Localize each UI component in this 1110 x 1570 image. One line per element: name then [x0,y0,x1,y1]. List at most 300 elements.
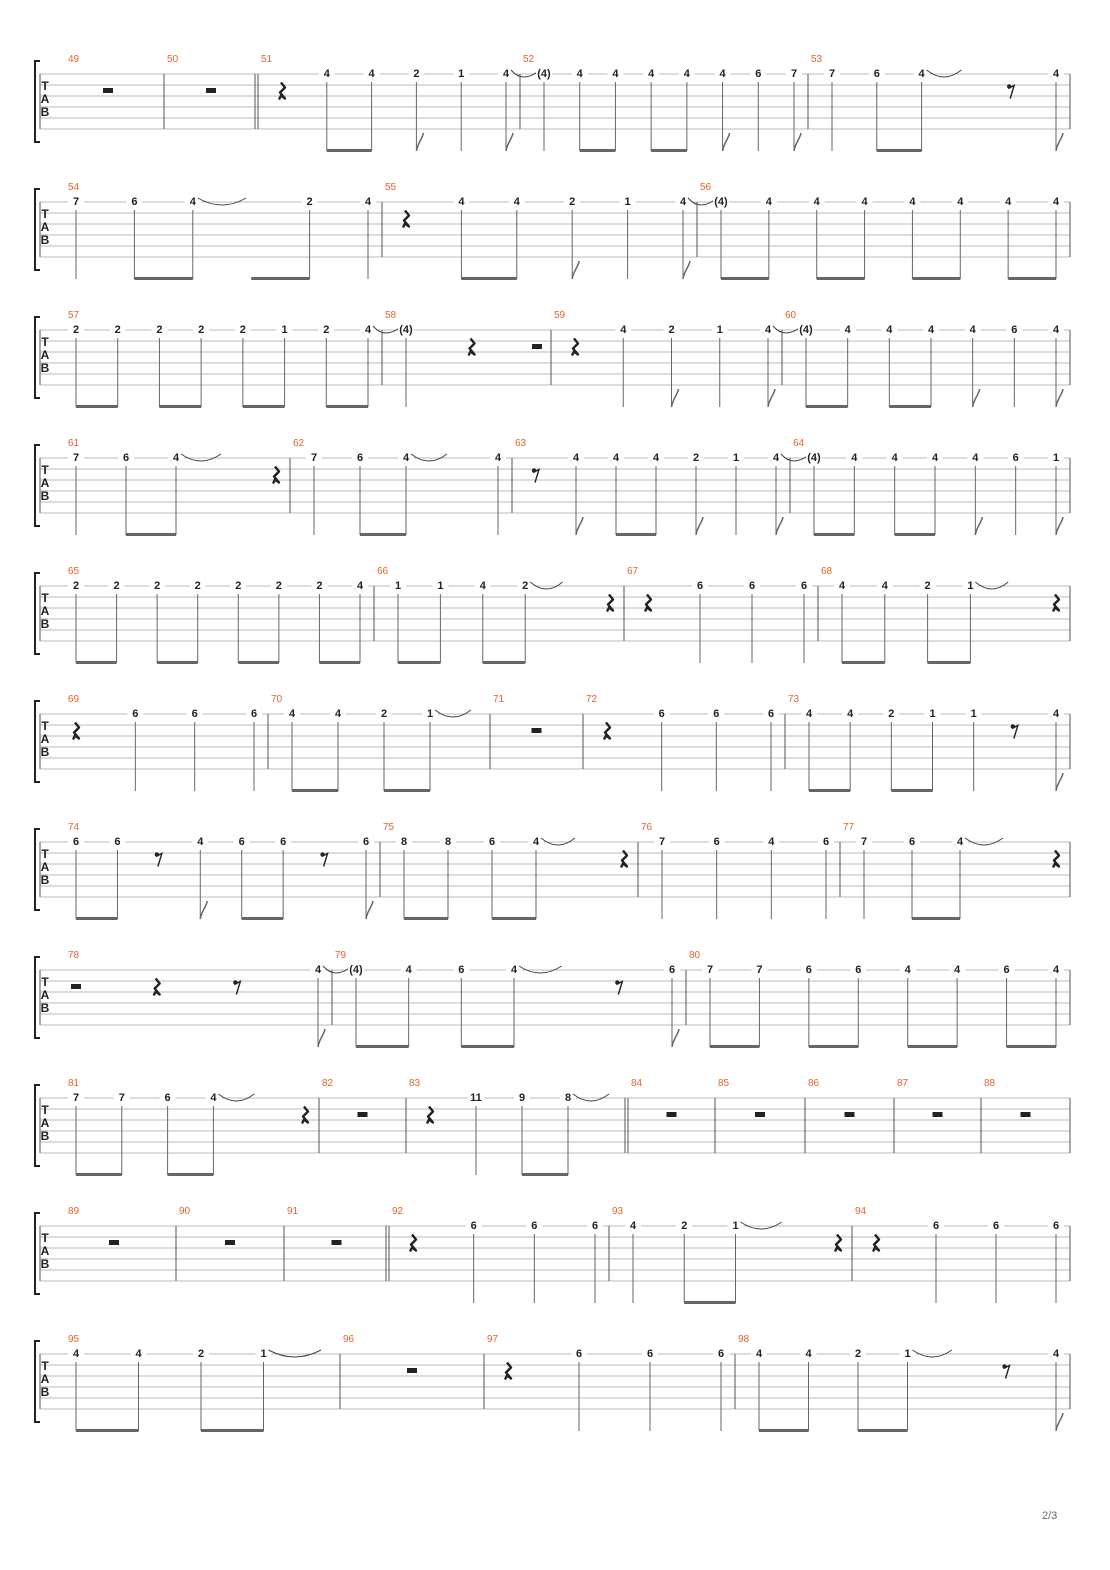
fret-number: 6 [1052,1220,1060,1232]
fret-number: 6 [72,836,80,848]
fret-number: 4 [620,324,627,336]
eighth-flag [1056,773,1063,791]
fret-number: 6 [191,708,198,720]
fret-number: 4 [904,964,911,976]
beam [721,277,769,280]
fret-number: 4 [1052,708,1060,720]
fret-number: 11 [470,1092,482,1104]
measure-number: 69 [68,694,80,705]
fret-number: (4) [537,68,551,80]
fret-number: 4 [719,68,726,80]
fret-number: 6 [646,1348,654,1360]
eighth-flag [696,517,703,535]
measure-number: 95 [68,1334,80,1345]
tab-clef-letter: T [41,847,49,861]
fret-number: 4 [838,580,846,592]
fret-number: 4 [572,452,580,464]
fret-number: 6 [164,1092,171,1104]
system-bracket [35,957,40,1038]
fret-number: 6 [805,964,812,976]
measure-number: 77 [843,822,855,833]
beam [327,149,372,152]
fret-number: 4 [479,580,486,592]
tab-clef-letter: B [40,745,50,759]
tab-clef-letter: A [40,1116,50,1130]
beam [292,789,338,792]
eighth-flag [200,901,207,919]
beam [243,405,285,408]
measure-number: 57 [68,310,80,321]
fret-number: 4 [1005,196,1012,208]
tab-clef-letter: B [40,1001,50,1015]
system-bracket [35,445,40,526]
measure-number: 55 [385,182,397,193]
fret-number: 6 [873,68,880,80]
fret-number: 4 [1052,196,1060,208]
fret-number: 2 [854,1348,862,1360]
eighth-flag [318,1029,325,1047]
beam [651,149,687,152]
fret-number: 4 [881,580,888,592]
fret-number: 2 [156,324,163,336]
measure-number: 94 [855,1206,867,1217]
tab-clef-letter: T [41,975,49,989]
measure-number: 86 [808,1078,820,1089]
half-rest [407,1368,417,1373]
tab-clef-letter: A [40,348,50,362]
fret-number: 4 [972,452,979,464]
fret-number: 4 [768,836,775,848]
fret-number: 2 [681,1220,688,1232]
fret-number: 1 [426,708,434,720]
fret-number: 4 [772,452,780,464]
eighth-rest [616,982,622,995]
fret-number: 1 [732,1220,739,1232]
eighth-rest [1012,726,1018,739]
fret-number: 4 [502,68,510,80]
fret-number: 1 [281,324,288,336]
eighth-rest [1008,86,1014,99]
beam [842,661,885,664]
fret-number: 4 [813,196,820,208]
fret-number: 2 [692,452,700,464]
system-bracket [35,1085,40,1166]
fret-number: 9 [518,1092,526,1104]
fret-number: 2 [413,68,420,80]
fret-number: 7 [828,68,836,80]
fret-number: 6 [755,68,762,80]
fret-number: 4 [513,196,520,208]
tab-clef-letter: B [40,617,50,631]
fret-number: 6 [470,1220,477,1232]
tab-clef-letter: T [41,207,49,221]
measure-number: 52 [523,54,535,65]
tab-clef-letter: B [40,105,50,119]
fret-number: 7 [72,1092,80,1104]
beam [759,1429,809,1432]
fret-number: 4 [765,196,772,208]
beam [159,405,201,408]
beam [461,277,516,280]
fret-number: 1 [716,324,723,336]
measure-number: 65 [68,566,80,577]
measure-number: 92 [392,1206,404,1217]
fret-number: 7 [310,452,318,464]
eighth-rest [156,854,162,867]
fret-number: 2 [235,580,242,592]
fret-number: 2 [194,580,201,592]
fret-number: 6 [591,1220,599,1232]
measure-number: 84 [631,1078,643,1089]
beam [1008,277,1056,280]
eighth-rest [234,982,240,995]
tab-clef-letter: B [40,361,50,375]
fret-number: 1 [624,196,631,208]
beam [912,277,960,280]
fret-number: 4 [931,452,939,464]
fret-number: 2 [114,324,121,336]
measure-number: 76 [641,822,653,833]
fret-number: 6 [114,836,121,848]
beam [76,917,117,920]
eighth-flag [975,517,982,535]
measure-number: 68 [821,566,833,577]
tab-clef-letter: T [41,463,49,477]
half-rest [225,1240,235,1245]
beam [126,533,176,536]
beam [684,1301,735,1304]
fret-number: 4 [135,1348,142,1360]
beam [157,661,198,664]
fret-number: 2 [197,1348,205,1360]
fret-number: 4 [405,964,412,976]
fret-number: 4 [969,324,976,336]
fret-number: 6 [362,836,370,848]
fret-number: 1 [1052,452,1060,464]
fret-number: 4 [844,324,851,336]
measure-number: 60 [785,310,797,321]
tab-clef-letter: T [41,335,49,349]
beam [877,149,922,152]
fret-number: 6 [908,836,916,848]
beam [326,405,368,408]
measure-number: 71 [493,694,505,705]
fret-number: 8 [400,836,408,848]
fret-number: 2 [668,324,675,336]
fret-number: 4 [1052,1348,1060,1360]
measure-number: 72 [586,694,598,705]
beam [168,1173,214,1176]
eighth-flag [768,389,775,407]
fret-number: (4) [349,964,363,976]
fret-number: 4 [510,964,518,976]
beam [76,1173,122,1176]
fret-number: 4 [189,196,196,208]
fret-number: 6 [855,964,862,976]
fret-number: 6 [458,964,465,976]
measure-number: 54 [68,182,80,193]
fret-number: 1 [970,708,977,720]
eighth-flag [776,517,783,535]
fret-number: 6 [238,836,245,848]
fret-number: 4 [402,452,410,464]
beam [858,1429,908,1432]
measure-number: 63 [515,438,527,449]
measure-number: 85 [718,1078,730,1089]
tab-clef-letter: T [41,591,49,605]
fret-number: 1 [458,68,465,80]
tab-clef-letter: T [41,1359,49,1373]
tab-clef-letter: B [40,1385,50,1399]
fret-number: 6 [250,708,258,720]
fret-number: 2 [275,580,282,592]
system-bracket [35,61,40,142]
fret-number: 7 [72,196,80,208]
half-rest [109,1240,119,1245]
eighth-flag [1056,133,1063,151]
fret-number: 2 [569,196,576,208]
measure-number: 81 [68,1078,80,1089]
fret-number: 2 [72,324,80,336]
fret-number: 7 [860,836,868,848]
measure-number: 93 [612,1206,624,1217]
measure-number: 88 [984,1078,996,1089]
fret-number: 4 [458,196,465,208]
beam [404,917,448,920]
fret-number: 6 [713,708,720,720]
fret-number: 6 [822,836,830,848]
beam [710,1045,759,1048]
fret-number: 2 [323,324,330,336]
beam [817,277,865,280]
fret-number: 4 [532,836,540,848]
eighth-flag [1056,389,1063,407]
beam [889,405,931,408]
beam [360,533,406,536]
tab-clef-letter: B [40,1129,50,1143]
tab-clef-letter: A [40,220,50,234]
fret-number: 4 [648,68,655,80]
tab-clef-letter: T [41,1103,49,1117]
fret-number: 2 [888,708,895,720]
beam [356,1045,409,1048]
fret-number: 6 [992,1220,1000,1232]
fret-number: 6 [658,708,665,720]
eighth-flag [683,261,690,279]
fret-number: 4 [612,452,620,464]
beam [1007,1045,1056,1048]
fret-number: 6 [1012,452,1019,464]
fret-number: 4 [891,452,898,464]
system-bracket [35,1341,40,1422]
measure-number: 87 [897,1078,909,1089]
fret-number: 2 [72,580,80,592]
tab-clef-letter: T [41,79,49,93]
fret-number: 6 [131,196,138,208]
tab-clef-letter: T [41,719,49,733]
half-rest [103,88,113,93]
measure-number: 79 [335,950,347,961]
beam [814,533,854,536]
beam [809,1045,858,1048]
beam [809,789,850,792]
fret-number: 6 [767,708,775,720]
fret-number: 7 [658,836,666,848]
fret-number: 1 [732,452,740,464]
half-rest [933,1112,943,1117]
tab-clef-letter: A [40,604,50,618]
beam [76,1429,139,1432]
beam [238,661,279,664]
tab-clef-letter: A [40,860,50,874]
tab-clef-letter: B [40,233,50,247]
fret-number: 4 [909,196,916,208]
fret-number: 4 [957,196,964,208]
fret-number: 4 [210,1092,217,1104]
fret-number: 4 [861,196,868,208]
tab-clef-letter: A [40,988,50,1002]
fret-number: 1 [437,580,444,592]
beam [891,789,932,792]
measure-number: 70 [271,694,283,705]
fret-number: (4) [799,324,813,336]
measure-number: 75 [383,822,395,833]
fret-number: 4 [197,836,204,848]
tab-clef-letter: B [40,489,50,503]
measure-number: 89 [68,1206,80,1217]
beam [912,917,960,920]
fret-number: 1 [904,1348,911,1360]
eighth-flag [366,901,373,919]
beam [398,661,440,664]
beam [134,277,192,280]
fret-number: 4 [918,68,925,80]
fret-number: 6 [1011,324,1018,336]
fret-number: 4 [851,452,858,464]
fret-number: 6 [122,452,130,464]
fret-number: 4 [927,324,935,336]
measure-number: 51 [261,54,273,65]
measure-number: 58 [385,310,397,321]
half-rest [667,1112,677,1117]
measure-number: 53 [811,54,823,65]
fret-number: 4 [612,68,619,80]
tab-clef-letter: B [40,873,50,887]
fret-number: 4 [494,452,502,464]
beam [908,1045,957,1048]
system-bracket [35,573,40,654]
fret-number: 2 [198,324,205,336]
fret-number: 6 [1003,964,1010,976]
tab-clef-letter: A [40,732,50,746]
measure-number: 90 [179,1206,191,1217]
measure-number: 91 [287,1206,299,1217]
half-rest [845,1112,855,1117]
fret-number: 1 [929,708,936,720]
fret-number: 4 [368,68,375,80]
measure-number: 83 [409,1078,421,1089]
fret-number: (4) [399,324,413,336]
page-number: 2/3 [1042,1510,1058,1522]
fret-number: 4 [886,324,893,336]
fret-number: 6 [531,1220,538,1232]
fret-number: 6 [280,836,287,848]
eighth-flag [794,133,801,151]
beam [895,533,935,536]
eighth-flag [723,133,730,151]
fret-number: 6 [696,580,704,592]
system-bracket [35,317,40,398]
beam [384,789,430,792]
measure-number: 56 [700,182,712,193]
half-rest [358,1112,368,1117]
system-bracket [35,1213,40,1294]
fret-number: 6 [800,580,808,592]
beam [242,917,283,920]
fret-number: 2 [924,580,931,592]
tab-clef-letter: T [41,1231,49,1245]
fret-number: 2 [522,580,529,592]
measure-number: 64 [793,438,805,449]
eighth-flag [416,133,423,151]
fret-number: 6 [132,708,139,720]
measure-number: 59 [554,310,566,321]
measure-number: 78 [68,950,80,961]
fret-number: 7 [706,964,714,976]
half-rest [71,984,81,989]
beam [616,533,656,536]
fret-number: 4 [72,1348,80,1360]
eighth-rest [1004,1366,1010,1379]
fret-number: (4) [807,452,821,464]
measure-number: 50 [167,54,179,65]
tab-clef-letter: A [40,476,50,490]
fret-number: 7 [72,452,80,464]
beam [580,149,616,152]
eighth-flag [672,389,679,407]
half-rest [532,728,542,733]
fret-number: 4 [172,452,180,464]
fret-number: 8 [444,836,452,848]
fret-number: 4 [364,324,372,336]
fret-number: 2 [154,580,161,592]
fret-number: 7 [118,1092,125,1104]
fret-number: 6 [748,580,756,592]
fret-number: 4 [314,964,322,976]
tab-clef-letter: A [40,92,50,106]
tab-clef-letter: A [40,1372,50,1386]
fret-number: 4 [576,68,583,80]
eighth-rest [533,470,539,483]
measure-number: 67 [627,566,639,577]
beam [76,405,118,408]
eighth-flag [1056,1413,1063,1431]
measure-number: 66 [377,566,389,577]
measure-number: 49 [68,54,80,65]
beam [251,277,309,280]
fret-number: 6 [356,452,364,464]
measure-number: 61 [68,438,80,449]
fret-number: 4 [1052,964,1060,976]
fret-number: 4 [1052,324,1060,336]
measure-number: 96 [343,1334,355,1345]
fret-number: 4 [334,708,342,720]
fret-number: 6 [713,836,720,848]
fret-number: 7 [790,68,798,80]
fret-number: 6 [717,1348,725,1360]
eighth-flag [576,517,583,535]
system-bracket [35,189,40,270]
